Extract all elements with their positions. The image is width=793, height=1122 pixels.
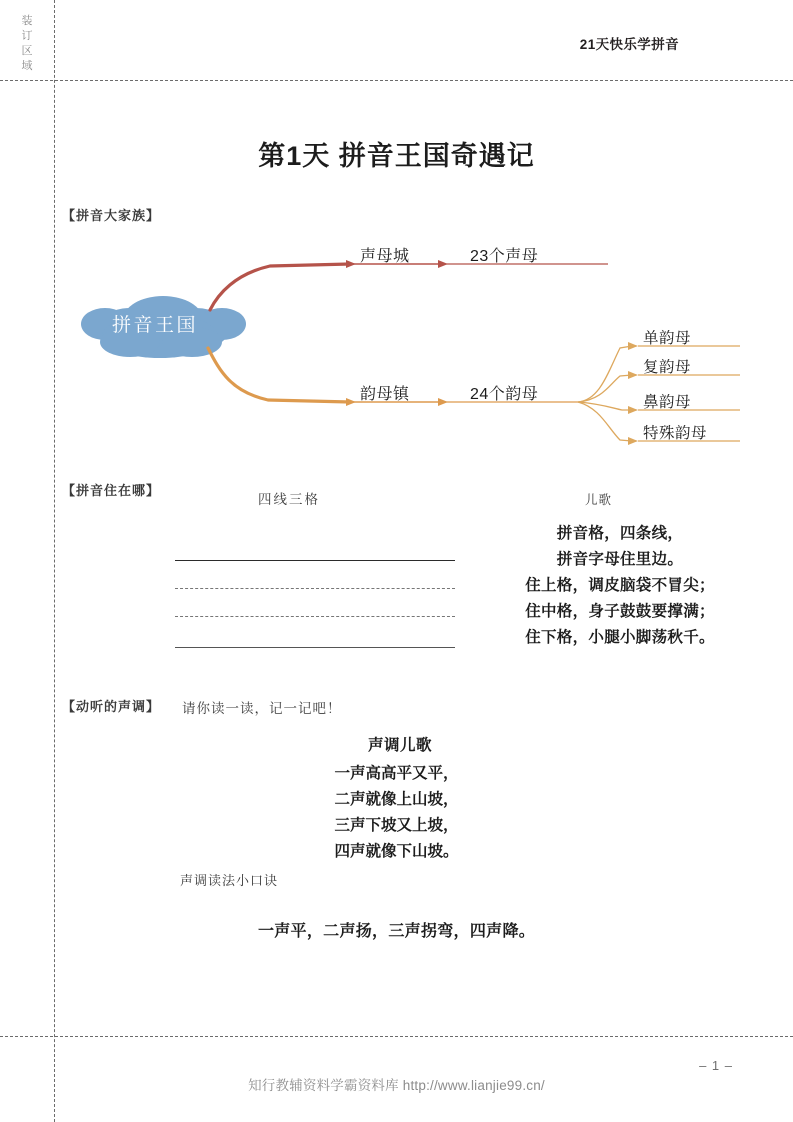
grid-line-3 <box>175 616 455 617</box>
tone-song-title: 声调儿歌 <box>368 737 433 754</box>
tone-line-1: 一声高高平又平， <box>334 765 459 782</box>
mindmap-sub-label-1: 单韵母 <box>643 330 692 347</box>
song-line-3: 住上格，调皮脑袋不冒尖； <box>525 577 715 594</box>
arrow-icon-sub-4 <box>628 437 638 445</box>
song-line-5: 住下格，小腿小脚荡秋千。 <box>525 629 715 646</box>
tone-line-4: 四声就像下山坡。 <box>334 843 459 860</box>
tone-mnemonic-text: 一声平，二声扬，三声拐弯，四声降。 <box>257 923 536 940</box>
binding-char-4: 域 <box>21 60 33 72</box>
mindmap-diagram <box>60 232 793 469</box>
song-line-2: 拼音字母住里边。 <box>556 551 684 568</box>
arrow-icon-shengmu <box>346 260 356 268</box>
page-title: 第1天 拼音王国奇遇记 <box>258 141 535 171</box>
mindmap-branch-label-shengmu: 声母城 <box>360 248 410 265</box>
mindmap-sub-label-2: 复韵母 <box>643 359 692 376</box>
four-line-grid-title: 四线三格 <box>258 492 320 507</box>
mindmap-sub-label-4: 特殊韵母 <box>643 425 708 442</box>
childrens-song-body <box>470 521 770 651</box>
subbranch-curve-4 <box>578 402 632 441</box>
arrow-icon-yunmu <box>346 398 356 406</box>
section-label-pinyin-family: 【拼音大家族】 <box>62 208 161 223</box>
crop-guide-bottom <box>0 1036 793 1037</box>
footer-source: 知行教辅资料学霸资料库 http://www.lianjie99.cn/ <box>248 1078 545 1093</box>
arrow-icon-shengmu-count <box>438 260 448 268</box>
song-line-1: 拼音格，四条线， <box>556 525 684 542</box>
grid-line-4 <box>175 647 455 648</box>
mindmap-sub-label-3: 鼻韵母 <box>643 394 692 411</box>
mindmap-branch-count-shengmu: 23个声母 <box>470 248 539 265</box>
mindmap-branch-label-yunmu: 韵母镇 <box>360 386 410 403</box>
page-number: – 1 – <box>699 1058 733 1073</box>
grid-line-1 <box>175 560 455 561</box>
arrow-icon-sub-1 <box>628 342 638 350</box>
tone-song-body <box>0 761 793 865</box>
branch-curve-shengmu <box>210 264 350 310</box>
tone-mnemonic-label: 声调读法小口诀 <box>180 873 279 888</box>
arrow-icon-yunmu-count <box>438 398 448 406</box>
section-label-tones: 【动听的声调】 <box>62 699 161 714</box>
subbranch-curve-3 <box>578 402 632 410</box>
arrow-icon-sub-2 <box>628 371 638 379</box>
binding-area-label <box>16 14 38 74</box>
grid-line-2 <box>175 588 455 589</box>
song-line-4: 住中格，身子鼓鼓要撑满； <box>525 603 715 620</box>
childrens-song-title: 儿歌 <box>585 493 613 507</box>
arrow-icon-sub-3 <box>628 406 638 414</box>
branch-curve-yunmu <box>208 348 350 402</box>
binding-char-2: 订 <box>21 30 33 42</box>
binding-char-1: 装 <box>21 15 33 27</box>
mindmap-branch-count-yunmu: 24个韵母 <box>470 386 539 403</box>
section-label-pinyin-home: 【拼音住在哪】 <box>62 483 161 498</box>
binding-char-3: 区 <box>21 45 33 57</box>
tones-instruction: 请你读一读，记一记吧！ <box>182 701 342 716</box>
mindmap-root-label: 拼音王国 <box>112 315 199 336</box>
subbranch-curve-1 <box>578 346 632 402</box>
tone-line-3: 三声下坡又上坡， <box>334 817 459 834</box>
page-header-title: 21天快乐学拼音 <box>579 37 679 52</box>
crop-guide-top <box>0 80 793 81</box>
tone-line-2: 二声就像上山坡， <box>334 791 459 808</box>
